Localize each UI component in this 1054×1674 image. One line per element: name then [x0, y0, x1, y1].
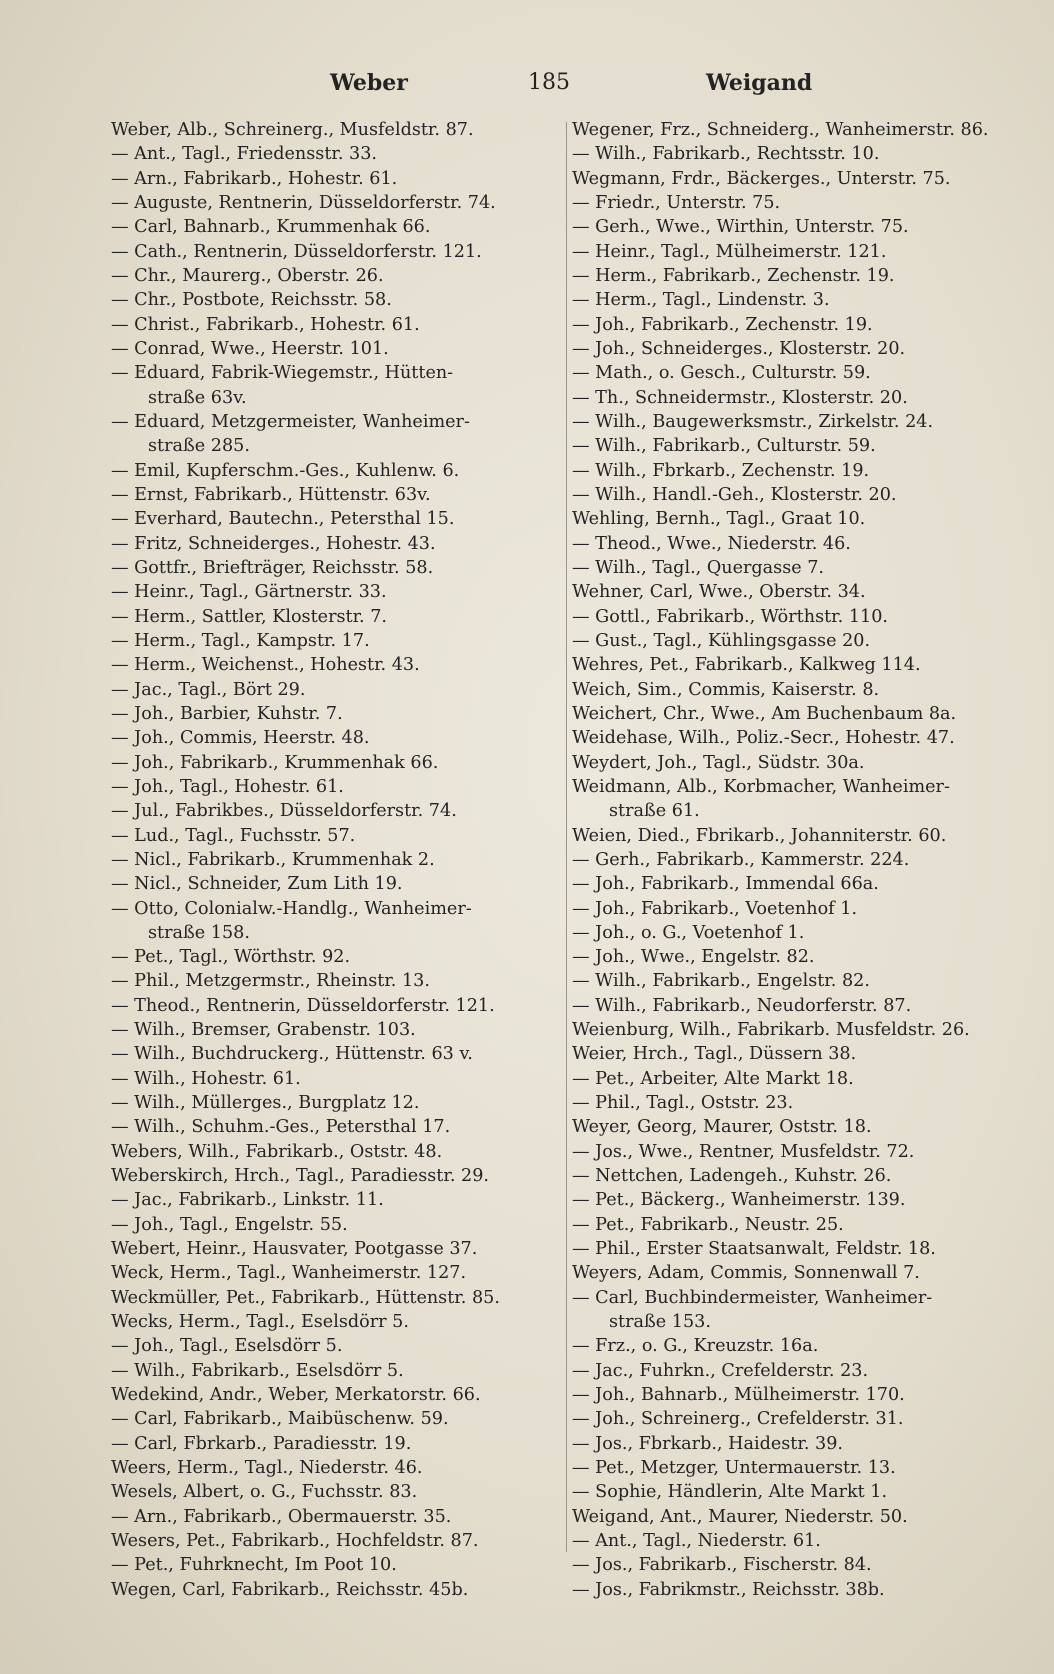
directory-entry-line: — Wilh., Fabrikarb., Eselsdörr 5.: [111, 1360, 404, 1381]
directory-entry-line: — Carl, Fabrikarb., Maibüschenw. 59.: [111, 1409, 449, 1430]
directory-entry-line: Wegen, Carl, Fabrikarb., Reichsstr. 45b.: [111, 1579, 469, 1600]
directory-entry-line: — Gottfr., Briefträger, Reichsstr. 58.: [111, 557, 434, 578]
directory-entry-line: Weberskirch, Hrch., Tagl., Paradiesstr. 29.: [111, 1166, 489, 1187]
directory-entry-line: — Christ., Fabrikarb., Hohestr. 61.: [111, 314, 420, 335]
directory-entry-line: — Pet., Fabrikarb., Neustr. 25.: [572, 1214, 844, 1235]
directory-entry-line: Wedekind, Andr., Weber, Merkatorstr. 66.: [111, 1385, 481, 1406]
directory-entry-line: — Everhard, Bautechn., Petersthal 15.: [111, 509, 455, 530]
directory-entry-line: — Gottl., Fabrikarb., Wörthstr. 110.: [572, 606, 889, 627]
directory-entry-line: Weichert, Chr., Wwe., Am Buchenbaum 8a.: [572, 703, 957, 724]
directory-entry-line: Wegmann, Frdr., Bäckerges., Unterstr. 75.: [572, 168, 951, 189]
directory-entry-line: Weien, Died., Fbrikarb., Johanniterstr. 60.: [572, 825, 947, 846]
directory-entry-line: — Friedr., Unterstr. 75.: [572, 192, 781, 213]
directory-entry-line: Weyer, Georg, Maurer, Oststr. 18.: [572, 1117, 872, 1138]
directory-entry-line: — Heinr., Tagl., Mülheimerstr. 121.: [572, 241, 887, 262]
directory-entry-line: — Conrad, Wwe., Heerstr. 101.: [111, 338, 389, 359]
directory-entry-line: — Joh., Fabrikarb., Voetenhof 1.: [572, 898, 858, 919]
directory-entry-line: Webert, Heinr., Hausvater, Pootgasse 37.: [111, 1239, 478, 1260]
directory-entry-line: — Wilh., Baugewerksmstr., Zirkelstr. 24.: [572, 411, 934, 432]
directory-entry-line: Wesels, Albert, o. G., Fuchsstr. 83.: [111, 1482, 418, 1503]
directory-entry-line: — Carl, Fbrkarb., Paradiesstr. 19.: [111, 1433, 412, 1454]
directory-entry-line: — Otto, Colonialw.-Handlg., Wanheimer-: [111, 898, 472, 919]
directory-entry-line: — Joh., Commis, Heerstr. 48.: [111, 728, 370, 749]
directory-entry-line: — Pet., Arbeiter, Alte Markt 18.: [572, 1068, 854, 1089]
directory-entry-line: — Theod., Wwe., Niederstr. 46.: [572, 533, 851, 554]
directory-entry-line: — Pet., Tagl., Wörthstr. 92.: [111, 947, 351, 968]
page-number: 185: [528, 70, 570, 95]
directory-entry-line: Wecks, Herm., Tagl., Eselsdörr 5.: [111, 1312, 409, 1333]
directory-entry-line: — Wilh., Müllerges., Burgplatz 12.: [111, 1093, 420, 1114]
header-left-keyword: Weber: [330, 70, 408, 96]
directory-entry-line: — Ant., Tagl., Niederstr. 61.: [572, 1531, 821, 1552]
directory-entry-line: — Pet., Fuhrknecht, Im Poot 10.: [111, 1555, 397, 1576]
directory-entry-line: — Nettchen, Ladengeh., Kuhstr. 26.: [572, 1166, 892, 1187]
directory-entry-line: Webers, Wilh., Fabrikarb., Oststr. 48.: [111, 1141, 443, 1162]
directory-entry-line: — Herm., Fabrikarb., Zechenstr. 19.: [572, 265, 895, 286]
directory-entry-line: Wehling, Bernh., Tagl., Graat 10.: [572, 509, 866, 530]
directory-entry-line: — Math., o. Gesch., Culturstr. 59.: [572, 363, 871, 384]
directory-entry-line: Weier, Hrch., Tagl., Düssern 38.: [572, 1044, 857, 1065]
directory-entry-line: — Lud., Tagl., Fuchsstr. 57.: [111, 825, 356, 846]
directory-entry-line: — Wilh., Schuhm.-Ges., Petersthal 17.: [111, 1117, 451, 1138]
directory-entry-line: Weienburg, Wilh., Fabrikarb. Musfeldstr. 26.: [572, 1020, 970, 1041]
directory-entry-line: — Pet., Bäckerg., Wanheimerstr. 139.: [572, 1190, 906, 1211]
directory-entry-line: — Jac., Fabrikarb., Linkstr. 11.: [111, 1190, 384, 1211]
left-column: [111, 118, 561, 1602]
directory-entry-line: — Th., Schneidermstr., Klosterstr. 20.: [572, 387, 908, 408]
column-divider: [566, 122, 567, 1552]
directory-entry-line: — Nicl., Fabrikarb., Krummenhak 2.: [111, 849, 435, 870]
directory-entry-line: Weich, Sim., Commis, Kaiserstr. 8.: [572, 679, 880, 700]
directory-entry-line: — Theod., Rentnerin, Düsseldorferstr. 121.: [111, 995, 495, 1016]
directory-entry-line: — Jos., Fbrkarb., Haidestr. 39.: [572, 1433, 843, 1454]
page-header: [0, 62, 1054, 102]
right-column: [572, 118, 1008, 1602]
directory-entry-line: straße 63v.: [148, 387, 247, 408]
directory-entry-line: — Wilh., Handl.-Geh., Klosterstr. 20.: [572, 484, 897, 505]
directory-entry-line: — Fritz, Schneiderges., Hohestr. 43.: [111, 533, 436, 554]
directory-entry-line: Weber, Alb., Schreinerg., Musfeldstr. 87.: [111, 120, 474, 140]
directory-entry-line: — Nicl., Schneider, Zum Lith 19.: [111, 874, 403, 895]
header-right-keyword: Weigand: [706, 70, 813, 96]
directory-entry-line: Weers, Herm., Tagl., Niederstr. 46.: [111, 1458, 423, 1479]
directory-entry-line: — Wilh., Fabrikarb., Neudorferstr. 87.: [572, 995, 912, 1016]
directory-entry-line: Weck, Herm., Tagl., Wanheimerstr. 127.: [111, 1263, 467, 1284]
directory-entry-line: Weyers, Adam, Commis, Sonnenwall 7.: [572, 1263, 920, 1284]
directory-entry-line: — Eduard, Fabrik-Wiegemstr., Hütten-: [111, 363, 454, 384]
directory-entry-line: — Ernst, Fabrikarb., Hüttenstr. 63v.: [111, 484, 431, 505]
directory-entry-line: — Arn., Fabrikarb., Obermauerstr. 35.: [111, 1506, 452, 1527]
directory-entry-line: — Sophie, Händlerin, Alte Markt 1.: [572, 1482, 888, 1503]
directory-entry-line: Weidehase, Wilh., Poliz.-Secr., Hohestr. 47.: [572, 728, 955, 749]
directory-entry-line: Wehner, Carl, Wwe., Oberstr. 34.: [572, 582, 866, 603]
directory-entry-line: — Joh., Tagl., Hohestr. 61.: [111, 776, 344, 797]
directory-entry-line: — Wilh., Hohestr. 61.: [111, 1068, 301, 1089]
directory-entry-line: — Jos., Wwe., Rentner, Musfeldstr. 72.: [572, 1141, 915, 1162]
directory-entry-line: Weigand, Ant., Maurer, Niederstr. 50.: [572, 1506, 908, 1527]
directory-entry-line: — Gust., Tagl., Kühlingsgasse 20.: [572, 630, 871, 651]
directory-entry-line: Weckmüller, Pet., Fabrikarb., Hüttenstr. 85.: [111, 1287, 500, 1308]
directory-entry-line: — Wilh., Fabrikarb., Engelstr. 82.: [572, 971, 870, 992]
directory-entry-line: — Phil., Metzgermstr., Rheinstr. 13.: [111, 971, 430, 992]
directory-entry-line: — Wilh., Tagl., Quergasse 7.: [572, 557, 825, 578]
directory-entry-line: — Joh., Barbier, Kuhstr. 7.: [111, 703, 343, 724]
directory-entry-line: — Arn., Fabrikarb., Hohestr. 61.: [111, 168, 398, 189]
directory-entry-line: — Wilh., Fabrikarb., Rechtsstr. 10.: [572, 144, 880, 165]
directory-entry-line: — Chr., Maurerg., Oberstr. 26.: [111, 265, 384, 286]
directory-entry-line: — Joh., Fabrikarb., Immendal 66a.: [572, 874, 879, 895]
directory-entry-line: — Jul., Fabrikbes., Düsseldorferstr. 74.: [111, 801, 457, 822]
directory-entry-line: Weydert, Joh., Tagl., Südstr. 30a.: [572, 752, 865, 773]
directory-entry-line: — Emil, Kupferschm.-Ges., Kuhlenw. 6.: [111, 460, 460, 481]
directory-entry-line: Weidmann, Alb., Korbmacher, Wanheimer-: [572, 776, 950, 797]
directory-entry-line: — Herm., Tagl., Kampstr. 17.: [111, 630, 370, 651]
directory-entry-line: Wehres, Pet., Fabrikarb., Kalkweg 114.: [572, 655, 921, 676]
directory-entry-line: — Joh., Tagl., Eselsdörr 5.: [111, 1336, 343, 1357]
directory-entry-line: — Jac., Fuhrkn., Crefelderstr. 23.: [572, 1360, 869, 1381]
directory-entry-line: straße 158.: [148, 922, 250, 943]
directory-entry-line: — Herm., Sattler, Klosterstr. 7.: [111, 606, 388, 627]
directory-entry-line: — Jos., Fabrikmstr., Reichsstr. 38b.: [572, 1579, 885, 1600]
directory-entry-line: — Gerh., Fabrikarb., Kammerstr. 224.: [572, 849, 910, 870]
directory-entry-line: — Gerh., Wwe., Wirthin, Unterstr. 75.: [572, 217, 909, 238]
directory-entry-line: Wesers, Pet., Fabrikarb., Hochfeldstr. 87.: [111, 1531, 479, 1552]
directory-entry-line: — Heinr., Tagl., Gärtnerstr. 33.: [111, 582, 387, 603]
directory-entry-line: — Joh., Bahnarb., Mülheimerstr. 170.: [572, 1385, 905, 1406]
directory-entry-line: — Herm., Tagl., Lindenstr. 3.: [572, 290, 830, 311]
directory-entry-line: — Jac., Tagl., Bört 29.: [111, 679, 306, 700]
directory-entry-line: — Phil., Erster Staatsanwalt, Feldstr. 18.: [572, 1239, 936, 1260]
directory-entry-line: — Joh., Tagl., Engelstr. 55.: [111, 1214, 348, 1235]
directory-entry-line: — Joh., Schreinerg., Crefelderstr. 31.: [572, 1409, 904, 1430]
directory-entry-line: — Auguste, Rentnerin, Düsseldorferstr. 74.: [111, 192, 496, 213]
directory-entry-line: Wegener, Frz., Schneiderg., Wanheimerstr. 86.: [572, 120, 989, 140]
directory-entry-line: — Eduard, Metzgermeister, Wanheimer-: [111, 411, 470, 432]
directory-entry-line: — Cath., Rentnerin, Düsseldorferstr. 121.: [111, 241, 482, 262]
directory-entry-line: — Pet., Metzger, Untermauerstr. 13.: [572, 1458, 896, 1479]
directory-entry-line: straße 285.: [148, 436, 250, 457]
directory-entry-line: — Carl, Buchbindermeister, Wanheimer-: [572, 1287, 933, 1308]
directory-entry-line: — Joh., Schneiderges., Klosterstr. 20.: [572, 338, 906, 359]
directory-entry-line: straße 61.: [609, 801, 700, 822]
directory-entry-line: straße 153.: [609, 1312, 711, 1333]
directory-entry-line: — Wilh., Fabrikarb., Culturstr. 59.: [572, 436, 876, 457]
directory-entry-line: — Herm., Weichenst., Hohestr. 43.: [111, 655, 420, 676]
directory-entry-line: — Carl, Bahnarb., Krummenhak 66.: [111, 217, 431, 238]
directory-entry-line: — Wilh., Buchdruckerg., Hüttenstr. 63 v.: [111, 1044, 473, 1065]
directory-entry-line: — Phil., Tagl., Oststr. 23.: [572, 1093, 794, 1114]
directory-entry-line: — Jos., Fabrikarb., Fischerstr. 84.: [572, 1555, 872, 1576]
directory-entry-line: — Joh., Fabrikarb., Krummenhak 66.: [111, 752, 439, 773]
directory-entry-line: — Joh., o. G., Voetenhof 1.: [572, 922, 805, 943]
directory-entry-line: — Chr., Postbote, Reichsstr. 58.: [111, 290, 392, 311]
directory-entry-line: — Joh., Wwe., Engelstr. 82.: [572, 947, 815, 968]
directory-entry-line: — Wilh., Fbrkarb., Zechenstr. 19.: [572, 460, 870, 481]
directory-entry-line: — Wilh., Bremser, Grabenstr. 103.: [111, 1020, 416, 1041]
directory-entry-line: — Joh., Fabrikarb., Zechenstr. 19.: [572, 314, 873, 335]
directory-entry-line: — Frz., o. G., Kreuzstr. 16a.: [572, 1336, 819, 1357]
directory-entry-line: — Ant., Tagl., Friedensstr. 33.: [111, 144, 378, 165]
